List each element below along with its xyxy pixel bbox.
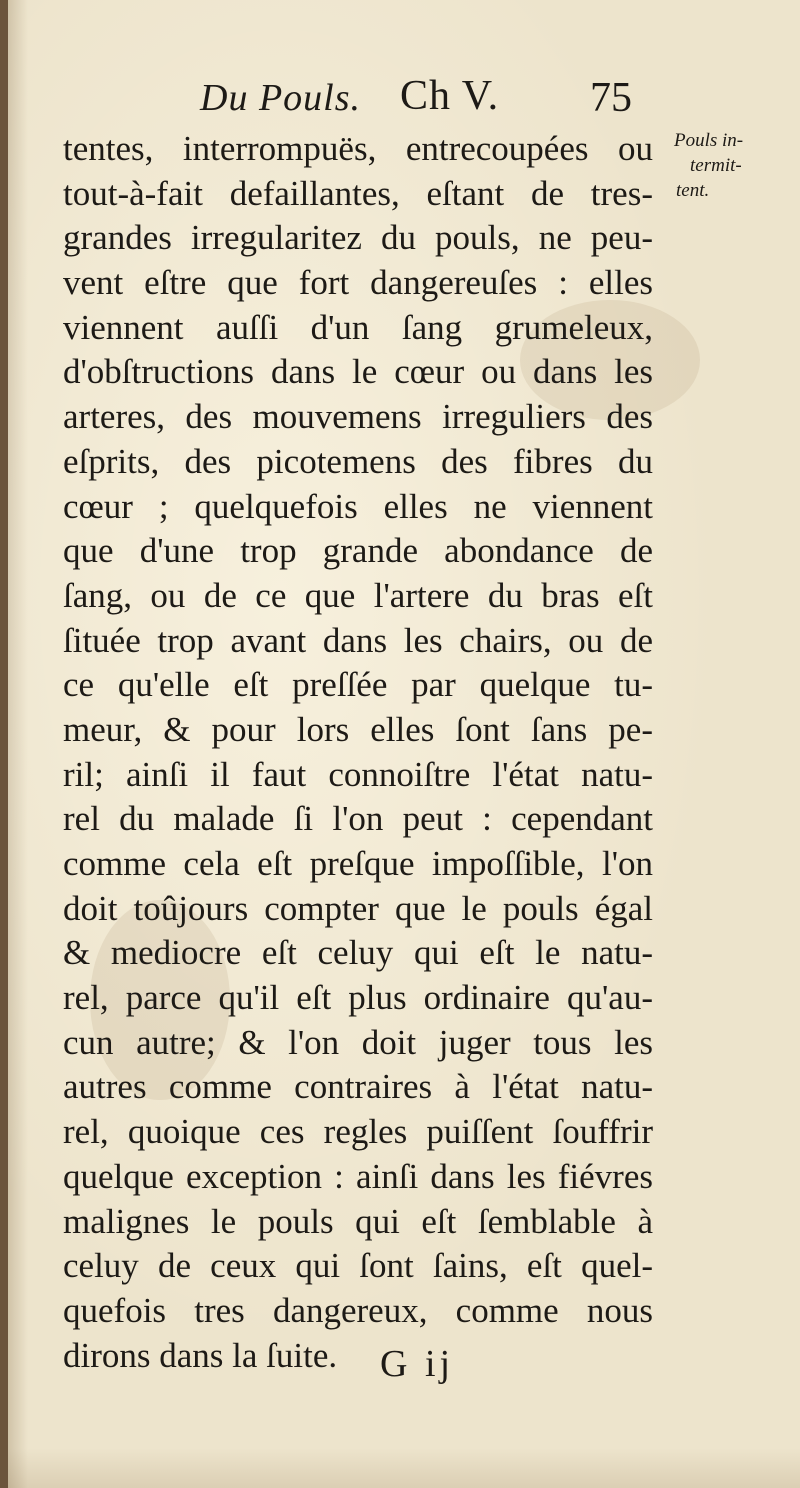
text-line: viennent auſſi d'un ſang grumeleux,	[63, 307, 653, 347]
running-head-chapter: Ch V.	[400, 73, 500, 119]
running-head-title: Du Pouls.	[200, 77, 361, 119]
text-line: d'obſtructions dans le cœur ou dans les	[63, 352, 653, 392]
text-line: & mediocre eſt celuy qui eſt le natu-	[63, 933, 653, 973]
text-line: ſituée trop avant dans les chairs, ou de	[63, 620, 653, 660]
text-line: quefois tres dangereux, comme nous	[63, 1290, 653, 1330]
margin-note	[674, 128, 790, 203]
text-line: meur, & pour lors elles ſont ſans pe-	[63, 709, 653, 749]
running-head	[0, 72, 800, 124]
text-line: doit toûjours compter que le pouls égal	[63, 888, 653, 928]
text-line: malignes le pouls qui eſt ſemblable à	[63, 1201, 653, 1241]
text-line: ril; ainſi il faut connoiſtre l'état natu-	[63, 754, 653, 794]
text-line: grandes irregularitez du pouls, ne peu-	[63, 218, 653, 258]
body-text	[63, 127, 653, 1378]
signature-mark: G ij	[380, 1343, 455, 1385]
margin-note-line: tent.	[676, 180, 710, 201]
text-line: comme cela eſt preſque impoſſible, l'on	[63, 844, 653, 883]
page-number: 75	[590, 75, 632, 121]
text-line: celuy de ceux qui ſont ſains, eſt quel-	[63, 1246, 653, 1286]
text-line: tentes, interrompuës, entrecoupées ou	[63, 129, 653, 168]
margin-note-line: termit-	[690, 155, 742, 176]
binding-gutter	[0, 0, 8, 1488]
text-line: ce qu'elle eſt preſſée par quelque tu-	[63, 665, 653, 705]
text-line: eſprits, des picotemens des fibres du	[63, 441, 653, 481]
text-line: vent eſtre que fort dangereuſes : elles	[63, 263, 653, 303]
text-line: ſang, ou de ce que l'artere du bras eſt	[63, 575, 653, 615]
text-line: autres comme contraires à l'état natu-	[63, 1067, 653, 1107]
text-line: quelque exception : ainſi dans les fiévres	[63, 1156, 653, 1196]
text-line: cœur ; quelquefois elles ne viennent	[63, 486, 653, 526]
margin-note-line: Pouls in-	[674, 130, 744, 151]
text-line: que d'une trop grande abondance de	[63, 531, 653, 571]
text-line: rel du malade ſi l'on peut : cependant	[63, 799, 653, 839]
text-line: arteres, des mouvemens irreguliers des	[63, 397, 653, 437]
text-line: rel, parce qu'il eſt plus ordinaire qu'au-	[63, 978, 653, 1018]
text-line: dirons dans la ſuite.	[63, 1335, 338, 1375]
text-line: tout-à-fait defaillantes, eſtant de tres-	[63, 173, 653, 213]
text-line: rel, quoique ces regles puiſſent ſouffrir	[63, 1112, 653, 1152]
text-line: cun autre; & l'on doit juger tous les	[63, 1022, 653, 1062]
